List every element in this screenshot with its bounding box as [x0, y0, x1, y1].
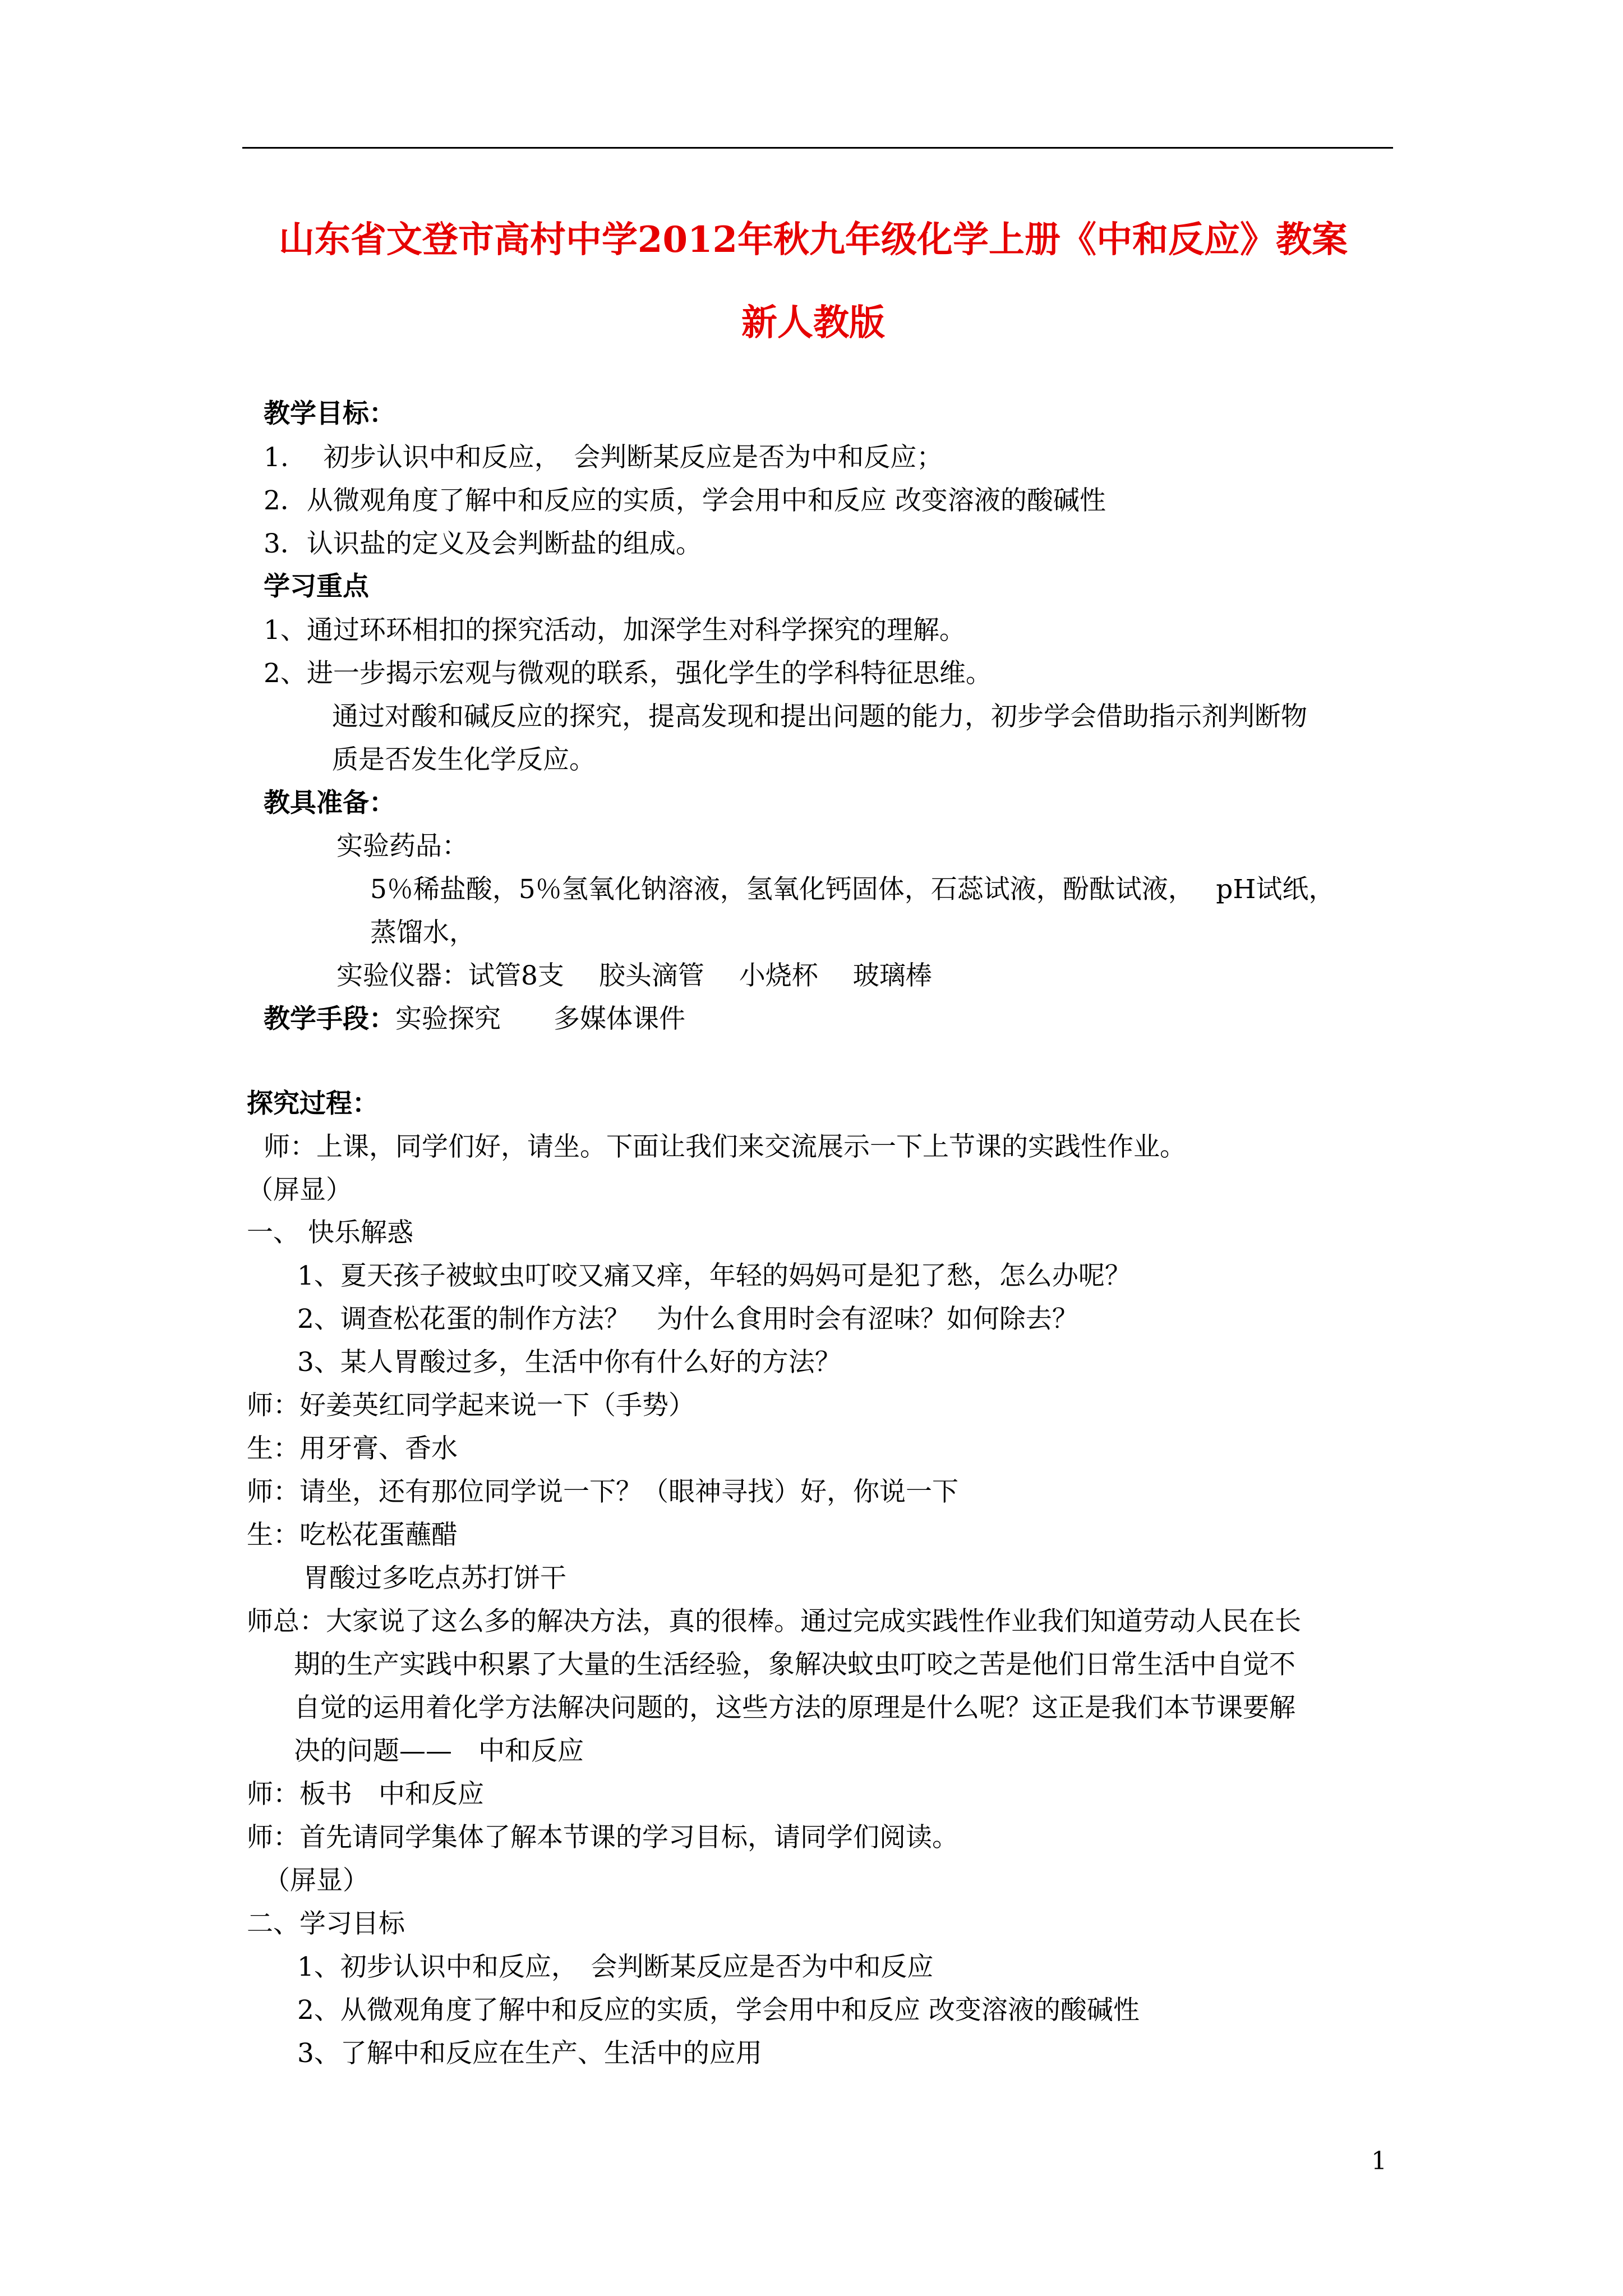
text-line: 学习重点 — [264, 571, 369, 602]
text-line: 师：板书 中和反应 — [247, 1779, 484, 1810]
text-line: 2、调查松花蛋的制作方法？ 为什么食用时会有涩味？如何除去？ — [297, 1304, 1078, 1335]
text-line: 1. 初步认识中和反应， 会判断某反应是否为中和反应； — [264, 442, 943, 473]
text-line: 一、 快乐解惑 — [247, 1217, 413, 1248]
text-line: 3．认识盐的定义及会判断盐的组成。 — [264, 528, 702, 559]
text-line: 3、了解中和反应在生产、生活中的应用 — [297, 2038, 762, 2069]
text-line: 教具准备： — [264, 788, 395, 818]
text-line: 自觉的运用着化学方法解决问题的，这些方法的原理是什么呢？这正是我们本节课要解 — [294, 1692, 1295, 1723]
text-line: 生：吃松花蛋蘸醋 — [247, 1520, 458, 1550]
text-line: 质是否发生化学反应。 — [332, 744, 596, 775]
text-line: 师：上课，同学们好，请坐。下面让我们来交流展示一下上节课的实践性作业。 — [264, 1131, 1186, 1162]
text-line: 实验药品： — [336, 831, 468, 862]
page-number: 1 — [1371, 2147, 1387, 2175]
title-line-2: 新人教版 — [741, 302, 885, 344]
text-line: 通过对酸和碱反应的探究，提高发现和提出问题的能力，初步学会借助指示剂判断物 — [332, 701, 1307, 732]
text-line: 1、初步认识中和反应， 会判断某反应是否为中和反应 — [297, 1952, 934, 1982]
text-line: 师：首先请同学集体了解本节课的学习目标，请同学们阅读。 — [247, 1822, 958, 1853]
text-line: 5％稀盐酸，5％氢氧化钠溶液，氢氧化钙固体，石蕊试液，酚酞试液， pH试纸， — [370, 874, 1335, 905]
text-line: 1、夏天孩子被蚊虫叮咬又痛又痒，年轻的妈妈可是犯了愁，怎么办呢？ — [297, 1260, 1131, 1291]
text-line: （屏显） — [247, 1175, 352, 1205]
text-line: 教学目标： — [264, 398, 395, 429]
text-line: 蒸馏水， — [370, 917, 476, 948]
text-line: 期的生产实践中积累了大量的生活经验，象解决蚊虫叮咬之苦是他们日常生活中自觉不 — [294, 1649, 1295, 1680]
line-content: 实验探究 多媒体课件 — [395, 1004, 685, 1034]
text-line: 二、学习目标 — [247, 1908, 405, 1939]
text-line: 师总：大家说了这么多的解决方法，真的很棒。通过完成实践性作业我们知道劳动人民在长 — [247, 1606, 1301, 1637]
text-line: 师：请坐，还有那位同学说一下？（眼神寻找）好，你说一下 — [247, 1476, 958, 1507]
text-line: 胃酸过多吃点苏打饼干 — [303, 1563, 566, 1594]
text-line: 2、从微观角度了解中和反应的实质，学会用中和反应 改变溶液的酸碱性 — [297, 1995, 1140, 2026]
text-line: 实验仪器：试管8支 胶头滴管 小烧杯 玻璃棒 — [336, 960, 932, 991]
text-line: 2．从微观角度了解中和反应的实质，学会用中和反应 改变溶液的酸碱性 — [264, 485, 1106, 516]
text-line: （屏显） — [264, 1865, 369, 1896]
text-line: 3、某人胃酸过多，生活中你有什么好的方法？ — [297, 1347, 841, 1378]
text-line: 探究过程： — [247, 1088, 379, 1119]
text-line: 2、进一步揭示宏观与微观的联系，强化学生的学科特征思维。 — [264, 658, 992, 689]
text-line: 师：好姜英红同学起来说一下（手势） — [247, 1390, 695, 1421]
bold-label: 教学手段： — [264, 1004, 395, 1034]
text-line: 决的问题—— 中和反应 — [294, 1736, 584, 1766]
text-line: 1、通过环环相扣的探究活动，加深学生对科学探究的理解。 — [264, 615, 966, 646]
text-line: 生：用牙膏、香水 — [247, 1433, 458, 1464]
title-line-1: 山东省文登市高村中学2012年秋九年级化学上册《中和反应》教案 — [278, 219, 1348, 261]
header-rule — [242, 147, 1393, 149]
text-line — [264, 1002, 685, 1036]
